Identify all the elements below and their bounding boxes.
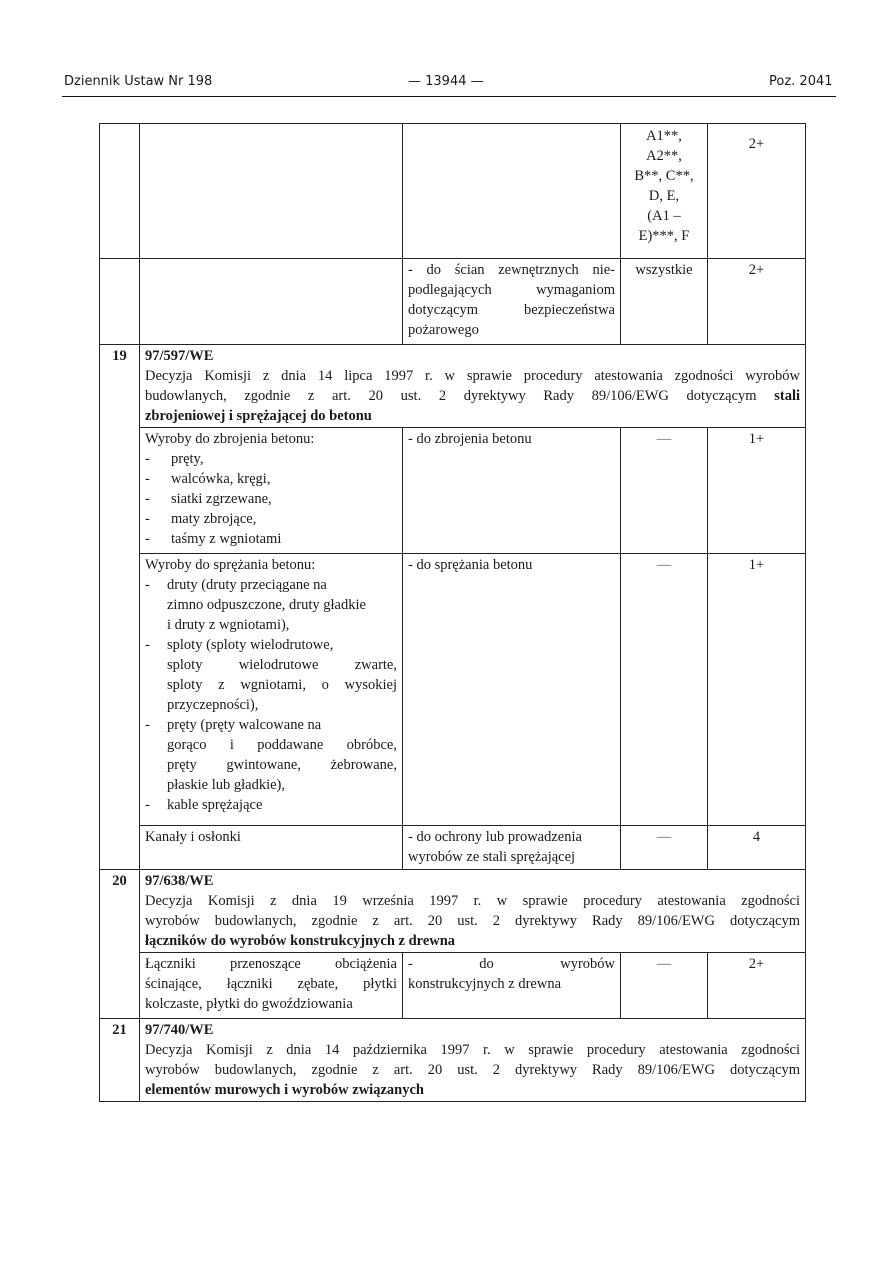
number-cell xyxy=(100,124,140,259)
header-journal: Dziennik Ustaw Nr 198 xyxy=(64,74,213,89)
system-cell: 1+ xyxy=(708,428,806,554)
entry-number: 20 xyxy=(100,870,140,1019)
header-rule xyxy=(62,96,836,97)
product-cell xyxy=(140,259,403,345)
header-position: Poz. 2041 xyxy=(769,74,833,89)
table-row xyxy=(100,259,806,345)
classes-cell: — xyxy=(621,428,708,554)
use-cell: - do zbrojenia betonu xyxy=(403,428,621,554)
entry-header-row xyxy=(100,1019,806,1102)
classes-cell: — xyxy=(621,826,708,870)
entry-header-row xyxy=(100,870,806,953)
use-cell: - do wyrobów konstrukcyjnych z drewna xyxy=(403,953,621,1019)
system-cell: 4 xyxy=(708,826,806,870)
table-row xyxy=(100,428,806,554)
entry-description: 97/597/WE Decyzja Komisji z dnia 14 lipca 1997 r. w sprawie procedury atestowania zgodności wyrobów budowlanych, zgodnie z art. 20 ust. 2 dyrektywy Rady 89/106/EWG dotyczącym stali zbrojeniowej i sprężającej do betonu xyxy=(140,345,806,428)
table-row xyxy=(100,953,806,1019)
product-cell: Wyroby do zbrojenia betonu: - pręty, - walcówka, kręgi, - siatki zgrzewane, - maty zbrojące, - taśmy z wgniotami xyxy=(140,428,403,554)
system-cell: 2+ xyxy=(708,953,806,1019)
use-cell: - do ochrony lub prowadzenia wyrobów ze stali sprężającej xyxy=(403,826,621,870)
use-cell xyxy=(403,124,621,259)
classes-cell: wszystkie xyxy=(621,259,708,345)
decision-code: 97/740/WE xyxy=(145,1022,214,1038)
product-cell: Kanały i osłonki xyxy=(140,826,403,870)
number-cell xyxy=(100,259,140,345)
product-cell: Łączniki przenoszące obciążenia ścinające, łączniki zębate, płytki kolczaste, płytki do gwoździowania xyxy=(140,953,403,1019)
certification-table xyxy=(99,123,806,1102)
entry-description: 97/740/WE Decyzja Komisji z dnia 14 października 1997 r. w sprawie procedury atestowania zgodności wyrobów budowlanych, zgodnie z art. 20 ust. 2 dyrektywy Rady 89/106/EWG dotyczącym elementów murowych i wyrobów związanych xyxy=(140,1019,806,1102)
entry-number: 21 xyxy=(100,1019,140,1102)
table-row xyxy=(100,554,806,826)
table-row xyxy=(100,826,806,870)
header-page-number: — 13944 — xyxy=(408,74,484,89)
decision-code: 97/638/WE xyxy=(145,873,214,889)
entry-description: 97/638/WE Decyzja Komisji z dnia 19 września 1997 r. w sprawie procedury atestowania zgodności wyrobów budowlanych, zgodnie z art. 20 ust. 2 dyrektywy Rady 89/106/EWG dotyczącym łączników do wyrobów konstrukcyjnych z drewna xyxy=(140,870,806,953)
classes-cell: A1**, A2**, B**, C**, D, E, (A1 – E)***, F xyxy=(621,124,708,259)
system-cell: 2+ xyxy=(708,259,806,345)
classes-cell: — xyxy=(621,953,708,1019)
entry-header-row xyxy=(100,345,806,428)
use-cell: - do ścian zewnętrznych nie- podlegających wymaganiom dotyczącym bezpieczeństwa pożarowego xyxy=(403,259,621,345)
system-cell: 2+ xyxy=(708,124,806,259)
classes-cell: — xyxy=(621,554,708,826)
decision-code: 97/597/WE xyxy=(145,348,214,364)
table-row xyxy=(100,124,806,259)
system-cell: 1+ xyxy=(708,554,806,826)
use-cell: - do sprężania betonu xyxy=(403,554,621,826)
entry-number: 19 xyxy=(100,345,140,870)
product-cell xyxy=(140,124,403,259)
product-cell: Wyroby do sprężania betonu: - druty (druty przeciągane na zimno odpuszczone, druty gładkie i druty z wgniotami), - sploty (sploty wielodrutowe, sploty wielodrutowe zwarte, sploty z wgniotami, o wysokiej przyczepności), - pręty (pręty walcowane na gorąco i poddawane obróbce, pręty gwintowane, żebrowane, płaskie lub gładkie), - kable sprężające xyxy=(140,554,403,826)
